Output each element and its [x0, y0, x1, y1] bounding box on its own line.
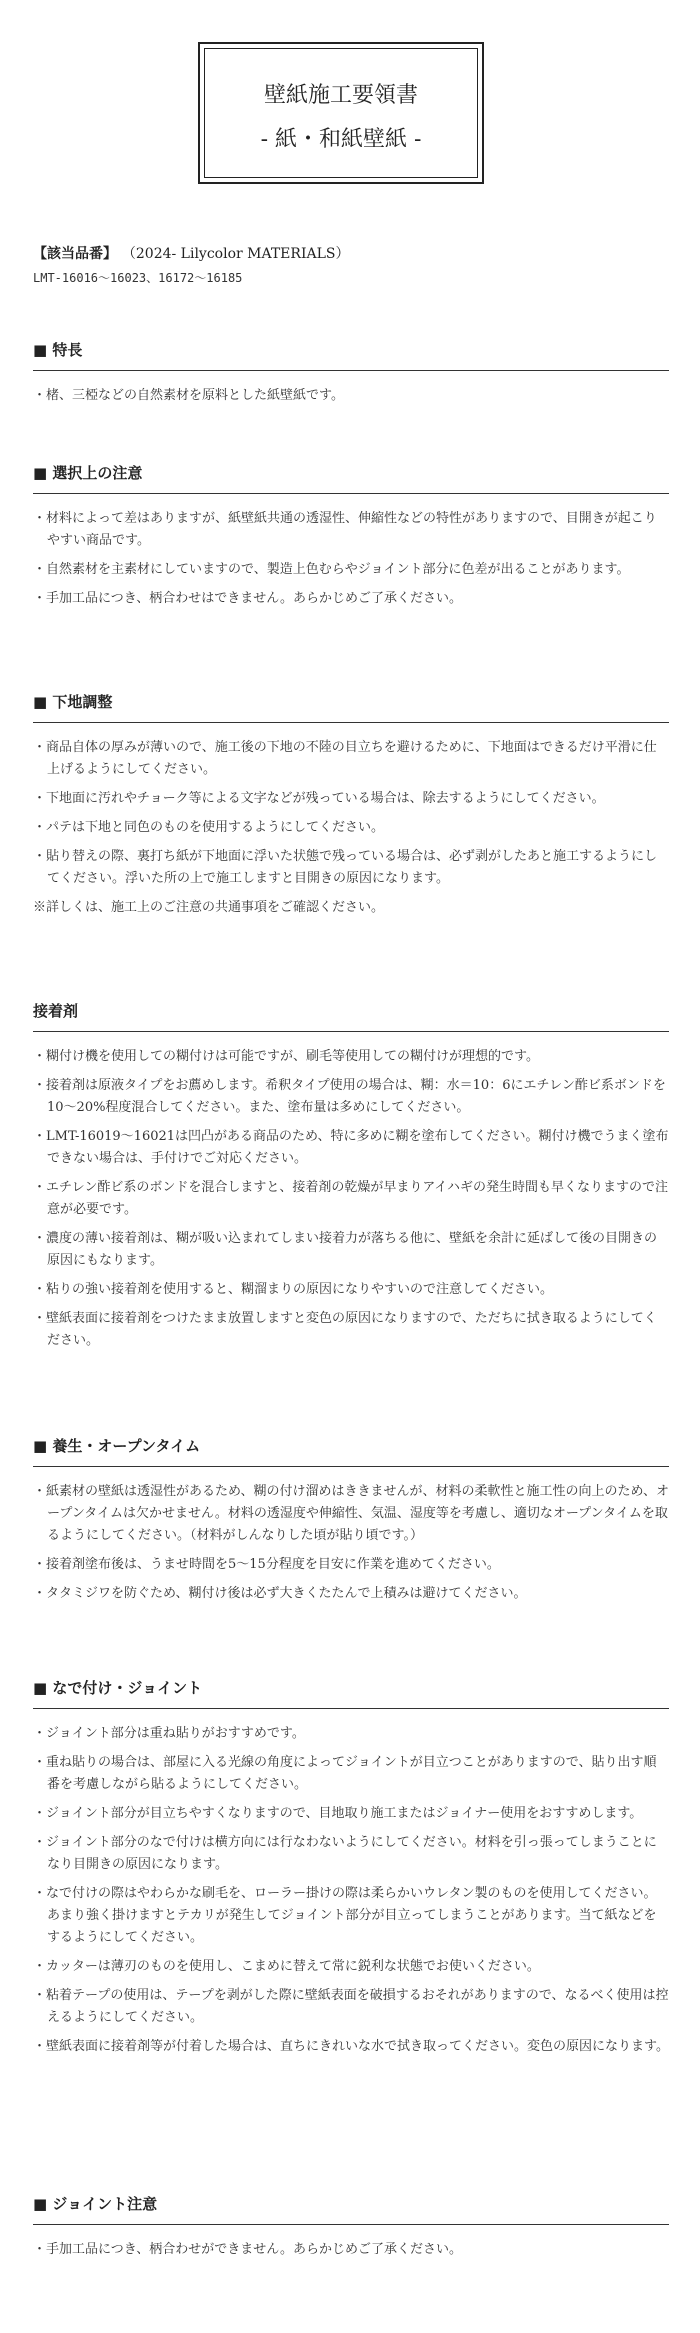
section-features: [33, 339, 669, 414]
list-item: ・糊付け機を使用しての糊付けは可能ですが、刷毛等使用しての糊付けが理想的です。: [33, 1049, 539, 1064]
target-label-bracket: 【該当品番】: [33, 246, 117, 262]
document-title: 壁紙施工要領書: [263, 83, 418, 108]
section-title: ■ 特長: [33, 339, 669, 371]
list-item: ・タタミジワを防ぐため、糊付け後は必ず大きくたたんで上積みは避けてください。: [33, 1586, 527, 1601]
list-item: ・壁紙表面に接着剤をつけたまま放置しますと変色の原因になりますので、ただちに拭き取るようにしてください。: [33, 1311, 657, 1348]
list-item: ・材料によって差はありますが、紙壁紙共通の透湿性、伸縮性などの特性がありますので、目開きが起こりやすい商品です。: [33, 511, 657, 548]
list-item: ・LMT-16019〜16021は凹凸がある商品のため、特に多めに糊を塗布してください。糊付け機でうまく塗布できない場合は、手付けでご対応ください。: [33, 1129, 669, 1166]
list-item: ・下地面に汚れやチョーク等による文字などが残っている場合は、除去するようにしてください。: [33, 791, 605, 806]
target-products-range: LMT-16016〜16023、16172〜16185: [33, 271, 243, 285]
section-title: ■ 選択上の注意: [33, 462, 669, 494]
list-item: ・粘着テープの使用は、テープを剥がした際に壁紙表面を破損するおそれがありますので、なるべく使用は控えるようにしてください。: [33, 1988, 669, 2025]
list-item: ・接着剤塗布後は、うませ時間を5〜15分程度を目安に作業を進めてください。: [33, 1557, 500, 1572]
section-joint-caution: [33, 2193, 669, 2268]
section-selection-notes: [33, 462, 669, 617]
section-curing-open-time: [33, 1435, 669, 1612]
list-item: ・カッターは薄刃のものを使用し、こまめに替えて常に鋭利な状態でお使いください。: [33, 1959, 540, 1974]
section-title: ■ 下地調整: [33, 691, 669, 723]
list-item: ・手加工品につき、柄合わせができません。あらかじめご了承ください。: [33, 2242, 463, 2257]
section-note: ※詳しくは、施工上のご注意の共通事項をご確認ください。: [33, 900, 385, 915]
section-title: ■ ジョイント注意: [33, 2193, 669, 2225]
list-item: ・商品自体の厚みが薄いので、施工後の下地の不陸の目立ちを避けるために、下地面はできるだけ平滑に仕上げるようにしてください。: [33, 740, 657, 777]
section-title: ■ なで付け・ジョイント: [33, 1677, 669, 1709]
list-item: ・手加工品につき、柄合わせはできません。あらかじめご了承ください。: [33, 591, 463, 606]
list-item: ・パテは下地と同色のものを使用するようにしてください。: [33, 820, 385, 835]
list-item: ・なで付けの際はやわらかな刷毛を、ローラー掛けの際は柔らかいウレタン製のものを使用してください。あまり強く掛けますとテカリが発生してジョイント部分が目立ってしまうことがあります。当て紙などをするようにしてください。: [33, 1886, 657, 1945]
list-item: ・ジョイント部分は重ね貼りがおすすめです。: [33, 1726, 305, 1741]
target-label-series: （2024- Lilycolor MATERIALS）: [121, 246, 350, 262]
title-frame-inner: [204, 48, 478, 178]
list-item: ・重ね貼りの場合は、部屋に入る光線の角度によってジョイントが目立つことがありますので、貼り出す順番を考慮しながら貼るようにしてください。: [33, 1755, 657, 1792]
target-products-label: [33, 243, 349, 263]
list-item: ・ジョイント部分のなで付けは横方向には行なわないようにしてください。材料を引っ張ってしまうことになり目開きの原因になります。: [33, 1835, 657, 1872]
list-item: ・楮、三椏などの自然素材を原料とした紙壁紙です。: [33, 388, 344, 403]
list-item: ・壁紙表面に接着剤等が付着した場合は、直ちにきれいな水で拭き取ってください。変色の原因になります。: [33, 2039, 669, 2054]
list-item: ・エチレン酢ビ系のボンドを混合しますと、接着剤の乾燥が早まりアイハギの発生時間も早くなりますので注意が必要です。: [33, 1180, 668, 1217]
list-item: ・濃度の薄い接着剤は、糊が吸い込まれてしまい接着力が落ちる他に、壁紙を余計に延ばして後の目開きの原因にもなります。: [33, 1231, 658, 1268]
section-title: ■ 養生・オープンタイム: [33, 1435, 669, 1467]
section-adhesive: [33, 1000, 669, 1359]
list-item: ・紙素材の壁紙は透湿性があるため、糊の付け溜めはききませんが、材料の柔軟性と施工性の向上のため、オープンタイムは欠かせません。材料の透湿度や伸縮性、気温、湿度等を考慮し、適切なオープンタイムを取るようにしてください。（材料がしんなりした頃が貼り頃です。）: [33, 1484, 669, 1543]
list-item: ・自然素材を主素材にしていますので、製造上色むらやジョイント部分に色差が出ることがあります。: [33, 562, 630, 577]
document-subtitle: - 紙・和紙壁紙 -: [260, 127, 422, 152]
list-item: ・貼り替えの際、裏打ち紙が下地面に浮いた状態で残っている場合は、必ず剥がしたあと施工するようにしてください。浮いた所の上で施工しますと目開きの原因になります。: [33, 849, 658, 886]
list-item: ・粘りの強い接着剤を使用すると、糊溜まりの原因になりやすいので注意してください。: [33, 1282, 554, 1297]
section-title: 接着剤: [33, 1000, 669, 1032]
section-smoothing-joints: [33, 1677, 669, 2065]
list-item: ・接着剤は原液タイプをお薦めします。希釈タイプ使用の場合は、糊：水＝10：6にエチレン酢ビ系ボンドを10〜20%程度混合してください。また、塗布量は多めにしてください。: [33, 1078, 666, 1115]
list-item: ・ジョイント部分が目立ちやすくなりますので、目地取り施工またはジョイナー使用をおすすめします。: [33, 1806, 643, 1821]
section-substrate-preparation: [33, 691, 669, 919]
title-frame: [198, 42, 484, 184]
